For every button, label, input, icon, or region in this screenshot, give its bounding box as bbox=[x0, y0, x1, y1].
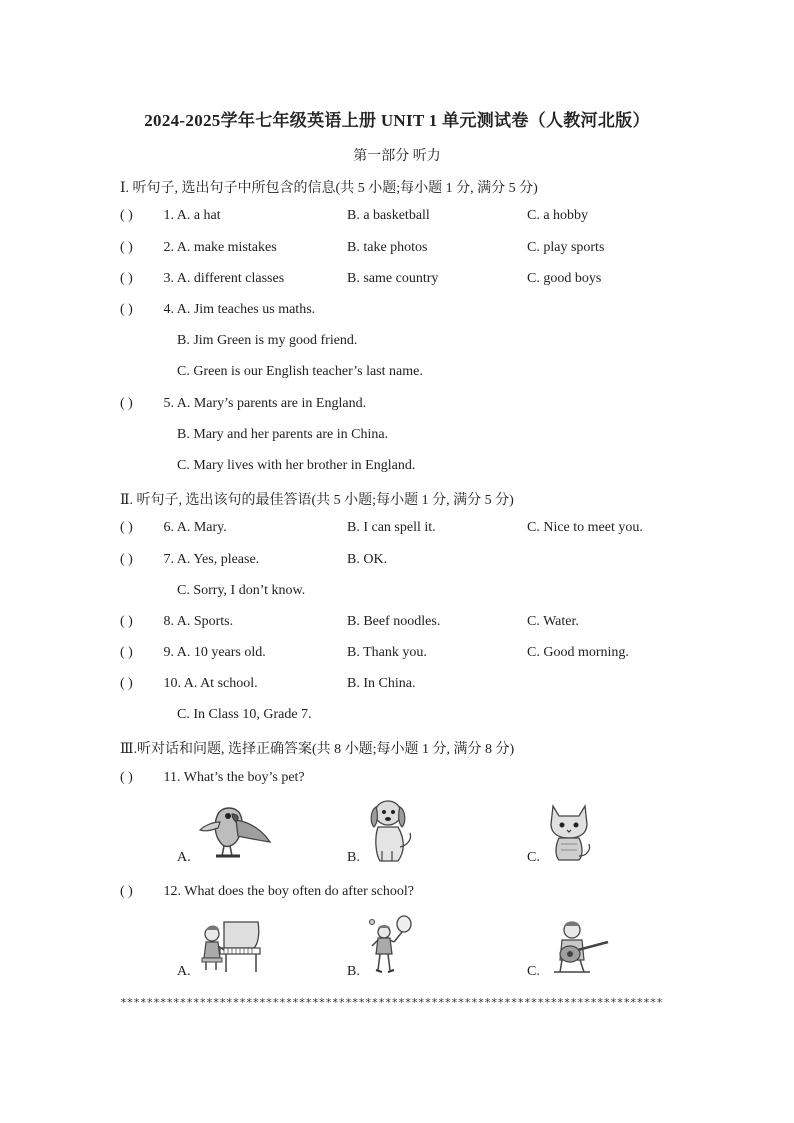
option-b: B. take photos bbox=[347, 240, 428, 255]
question-stem: 3. A. different classes bbox=[163, 271, 285, 286]
answer-blank[interactable]: ( ) bbox=[120, 271, 133, 286]
page-title: 2024-2025学年七年级英语上册 UNIT 1 单元测试卷（人教河北版） bbox=[144, 111, 650, 130]
dog-image[interactable] bbox=[366, 797, 416, 870]
option-b: B. I can spell it. bbox=[347, 520, 436, 535]
option-c-label: C. bbox=[527, 964, 540, 979]
option-c-label: C. bbox=[527, 850, 540, 865]
option-c: C. good boys bbox=[527, 271, 602, 286]
question-9 bbox=[120, 645, 266, 661]
question-stem: 5. A. Mary’s parents are in England. bbox=[163, 396, 367, 411]
option-b-label: B. bbox=[347, 964, 360, 979]
section-1-heading: Ⅰ. 听句子, 选出句子中所包含的信息(共 5 小题;每小题 1 分, 满分 5 分) bbox=[120, 181, 538, 196]
option-c: C. Mary lives with her brother in England. bbox=[177, 458, 416, 473]
question-6 bbox=[120, 520, 227, 536]
answer-blank[interactable]: ( ) bbox=[120, 614, 133, 629]
option-b: B. OK. bbox=[347, 552, 388, 567]
option-c: C. Water. bbox=[527, 614, 579, 629]
question-stem: 12. What does the boy often do after school? bbox=[163, 884, 415, 899]
question-8 bbox=[120, 614, 233, 630]
question-stem: 1. A. a hat bbox=[163, 208, 221, 223]
answer-blank[interactable]: ( ) bbox=[120, 302, 133, 317]
option-c: C. play sports bbox=[527, 240, 605, 255]
page-divider: ********************************************************************************** bbox=[120, 996, 664, 1009]
answer-blank[interactable]: ( ) bbox=[120, 676, 133, 691]
question-stem: 9. A. 10 years old. bbox=[163, 645, 266, 660]
section-2-heading: Ⅱ. 听句子, 选出该句的最佳答语(共 5 小题;每小题 1 分, 满分 5 分) bbox=[120, 493, 514, 508]
answer-blank[interactable]: ( ) bbox=[120, 552, 133, 567]
option-a-label: A. bbox=[177, 964, 191, 979]
option-b: B. Beef noodles. bbox=[347, 614, 441, 629]
question-10 bbox=[120, 676, 258, 692]
option-c: C. Good morning. bbox=[527, 645, 629, 660]
answer-blank[interactable]: ( ) bbox=[120, 520, 133, 535]
option-b: B. Mary and her parents are in China. bbox=[177, 427, 389, 442]
question-stem: 4. A. Jim teaches us maths. bbox=[163, 302, 316, 317]
option-b: B. same country bbox=[347, 271, 439, 286]
answer-blank[interactable]: ( ) bbox=[120, 884, 133, 899]
question-1 bbox=[120, 208, 221, 224]
answer-blank[interactable]: ( ) bbox=[120, 240, 133, 255]
answer-blank[interactable]: ( ) bbox=[120, 645, 133, 660]
question-stem: 10. A. At school. bbox=[163, 676, 258, 691]
option-b-label: B. bbox=[347, 850, 360, 865]
cat-image[interactable] bbox=[547, 800, 593, 869]
option-b: B. In China. bbox=[347, 676, 416, 691]
option-c: C. In Class 10, Grade 7. bbox=[177, 707, 312, 722]
piano-boy-image[interactable] bbox=[198, 914, 264, 979]
question-stem: 2. A. make mistakes bbox=[163, 240, 277, 255]
option-c: C. Green is our English teacher’s last name. bbox=[177, 364, 423, 379]
answer-blank[interactable]: ( ) bbox=[120, 770, 133, 785]
parrot-image[interactable] bbox=[196, 800, 276, 869]
question-3 bbox=[120, 271, 284, 287]
part-subtitle: 第一部分 听力 bbox=[353, 149, 441, 164]
question-11 bbox=[120, 770, 305, 786]
guitar-boy-image[interactable] bbox=[550, 918, 612, 981]
question-2 bbox=[120, 240, 277, 256]
question-stem: 11. What’s the boy’s pet? bbox=[163, 770, 305, 785]
answer-blank[interactable]: ( ) bbox=[120, 396, 133, 411]
question-5 bbox=[120, 396, 366, 412]
option-b: B. Thank you. bbox=[347, 645, 427, 660]
option-b: B. a basketball bbox=[347, 208, 430, 223]
tennis-boy-image[interactable] bbox=[366, 914, 414, 983]
question-4 bbox=[120, 302, 315, 318]
question-12 bbox=[120, 884, 414, 900]
option-b: B. Jim Green is my good friend. bbox=[177, 333, 358, 348]
option-c: C. Nice to meet you. bbox=[527, 520, 643, 535]
question-7 bbox=[120, 552, 259, 568]
section-3-heading: Ⅲ.听对话和问题, 选择正确答案(共 8 小题;每小题 1 分, 满分 8 分) bbox=[120, 742, 515, 757]
question-stem: 7. A. Yes, please. bbox=[163, 552, 260, 567]
option-c: C. a hobby bbox=[527, 208, 589, 223]
answer-blank[interactable]: ( ) bbox=[120, 208, 133, 223]
option-c: C. Sorry, I don’t know. bbox=[177, 583, 306, 598]
option-a-label: A. bbox=[177, 850, 191, 865]
question-stem: 6. A. Mary. bbox=[163, 520, 227, 535]
question-stem: 8. A. Sports. bbox=[163, 614, 234, 629]
